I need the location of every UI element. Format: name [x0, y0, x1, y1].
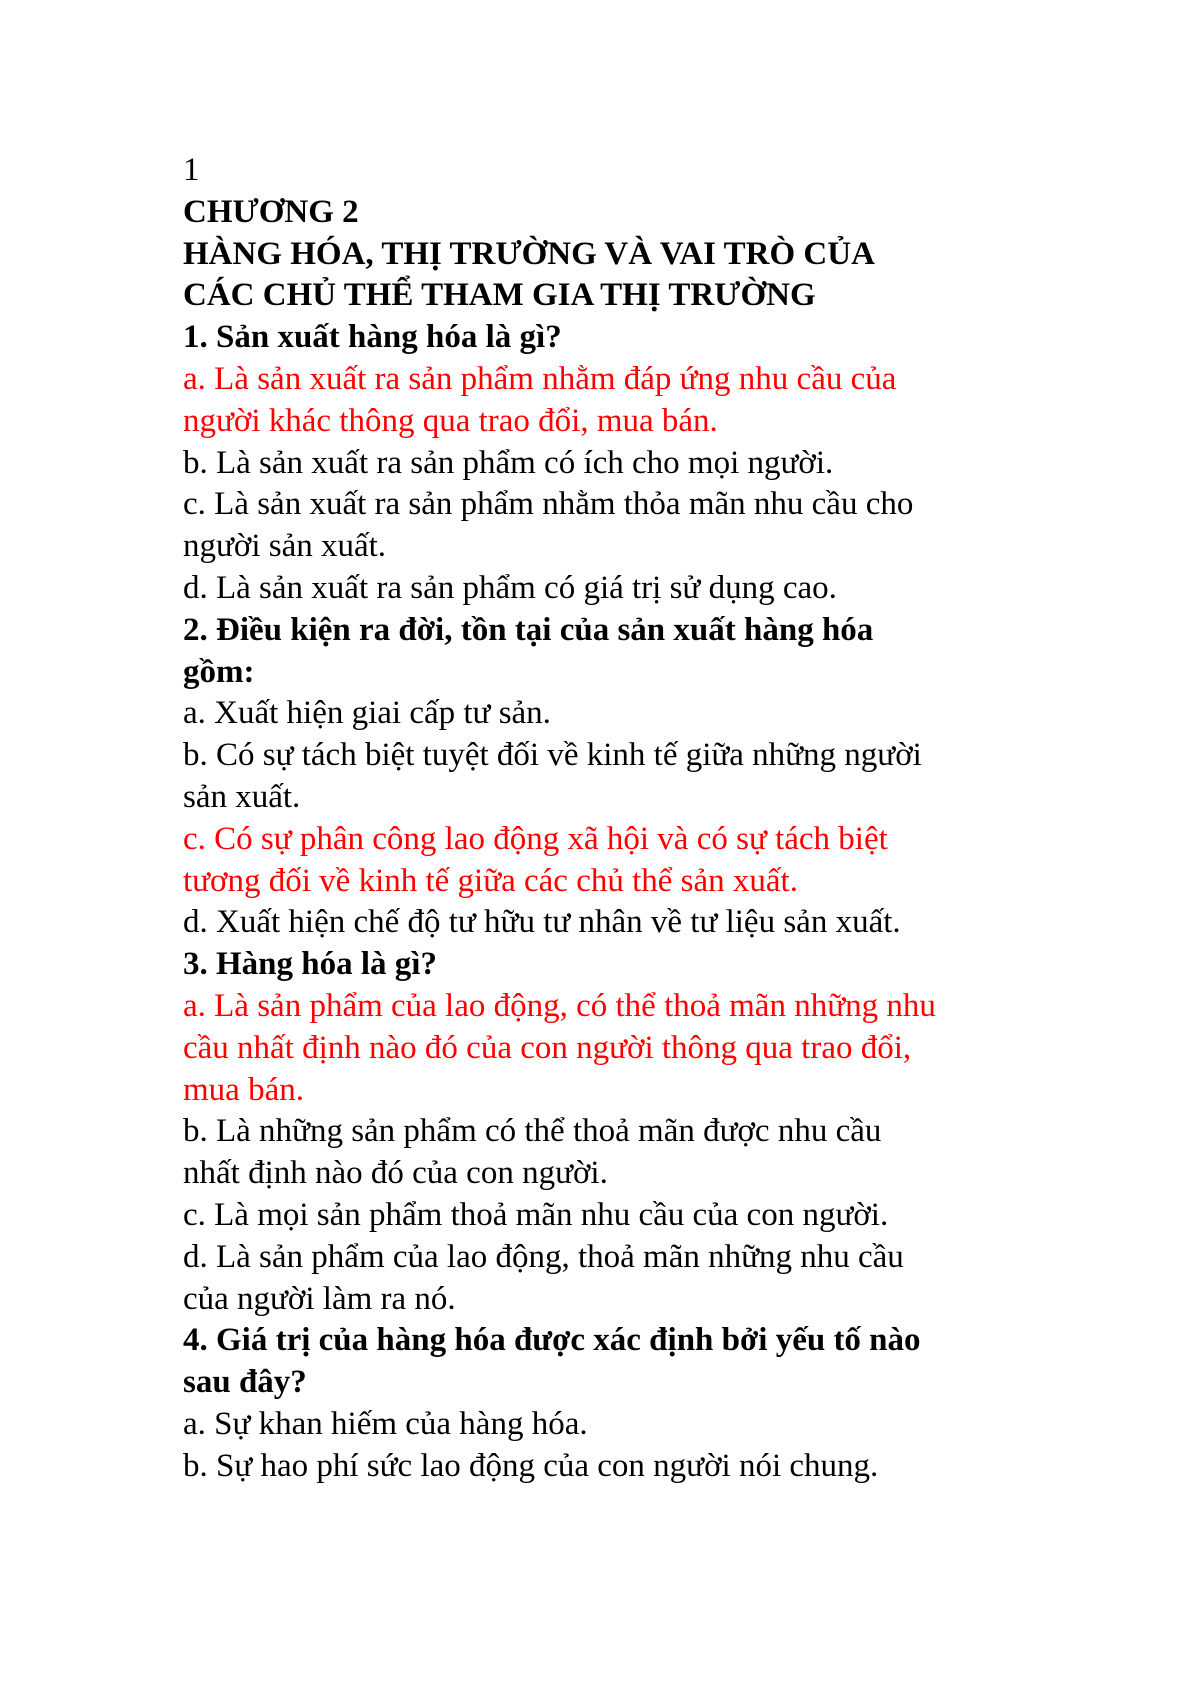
answer-option-text: d. Là sản xuất ra sản phẩm có giá trị sử dụng cao.	[183, 569, 837, 606]
chapter-heading: CHƯƠNG 2	[183, 193, 359, 230]
answer-option-text: b. Là những sản phẩm có thể thoả mãn được nhu cầu	[183, 1113, 882, 1150]
question-block	[183, 944, 1063, 1320]
answer-option-text: c. Có sự phân công lao động xã hội và có sự tách biệt	[183, 820, 888, 857]
correct-answer-option	[183, 359, 1063, 443]
correct-answer-option	[183, 986, 1063, 1111]
question-text: 4. Giá trị của hàng hóa được xác định bởi yếu tố nào	[183, 1322, 921, 1359]
answer-option-text: a. Sự khan hiếm của hàng hóa.	[183, 1405, 588, 1442]
chapter-title-line: CÁC CHỦ THỂ THAM GIA THỊ TRƯỜNG	[183, 277, 816, 314]
answer-option-text: a. Là sản xuất ra sản phẩm nhằm đáp ứng nhu cầu của	[183, 360, 897, 397]
question-text: gồm:	[183, 653, 255, 690]
question-text: 2. Điều kiện ra đời, tồn tại của sản xuất hàng hóa	[183, 611, 874, 648]
answer-option	[183, 1404, 1063, 1446]
question-text: sau đây?	[183, 1364, 307, 1401]
answer-option-text: c. Là sản xuất ra sản phẩm nhằm thỏa mãn nhu cầu cho	[183, 486, 914, 523]
chapter-title-line: HÀNG HÓA, THỊ TRƯỜNG VÀ VAI TRÒ CỦA	[183, 235, 875, 272]
answer-option	[183, 1195, 1063, 1237]
answer-option-text: tương đối về kinh tế giữa các chủ thể sản xuất.	[183, 862, 798, 899]
answer-option-text: a. Xuất hiện giai cấp tư sản.	[183, 695, 551, 732]
answer-option-text: người khác thông qua trao đổi, mua bán.	[183, 402, 718, 439]
answer-option	[183, 1446, 1063, 1488]
question-text: 3. Hàng hóa là gì?	[183, 946, 437, 983]
answer-option	[183, 693, 1063, 735]
answer-option-text: của người làm ra nó.	[183, 1280, 456, 1317]
question-text: 1. Sản xuất hàng hóa là gì?	[183, 319, 562, 356]
answer-option-text: d. Là sản phẩm của lao động, thoả mãn những nhu cầu	[183, 1238, 904, 1275]
answer-option-text: c. Là mọi sản phẩm thoả mãn nhu cầu của con người.	[183, 1196, 889, 1233]
answer-option-text: mua bán.	[183, 1071, 304, 1108]
answer-option-text: người sản xuất.	[183, 528, 387, 565]
question-block	[183, 1320, 1063, 1487]
answer-option-text: d. Xuất hiện chế độ tư hữu tư nhân về tư liệu sản xuất.	[183, 904, 901, 941]
answer-option-text: sản xuất.	[183, 778, 301, 815]
answer-option	[183, 1111, 1063, 1195]
document-content	[183, 150, 1063, 1488]
answer-option	[183, 484, 1063, 568]
answer-option	[183, 1237, 1063, 1321]
answer-option	[183, 568, 1063, 610]
answer-option-text: b. Có sự tách biệt tuyệt đối về kinh tế giữa những người	[183, 737, 922, 774]
answer-option	[183, 735, 1063, 819]
answer-option	[183, 902, 1063, 944]
answer-option-text: cầu nhất định nào đó của con người thông qua trao đổi,	[183, 1029, 912, 1066]
question-list	[183, 317, 1063, 1487]
answer-option-text: b. Sự hao phí sức lao động của con người nói chung.	[183, 1447, 879, 1484]
answer-option-text: a. Là sản phẩm của lao động, có thể thoả mãn những nhu	[183, 987, 936, 1024]
page-number: 1	[183, 152, 200, 188]
correct-answer-option	[183, 819, 1063, 903]
answer-option-text: b. Là sản xuất ra sản phẩm có ích cho mọi người.	[183, 444, 834, 481]
answer-option	[183, 443, 1063, 485]
answer-option-text: nhất định nào đó của con người.	[183, 1155, 608, 1192]
question-block	[183, 317, 1063, 610]
question-block	[183, 610, 1063, 944]
